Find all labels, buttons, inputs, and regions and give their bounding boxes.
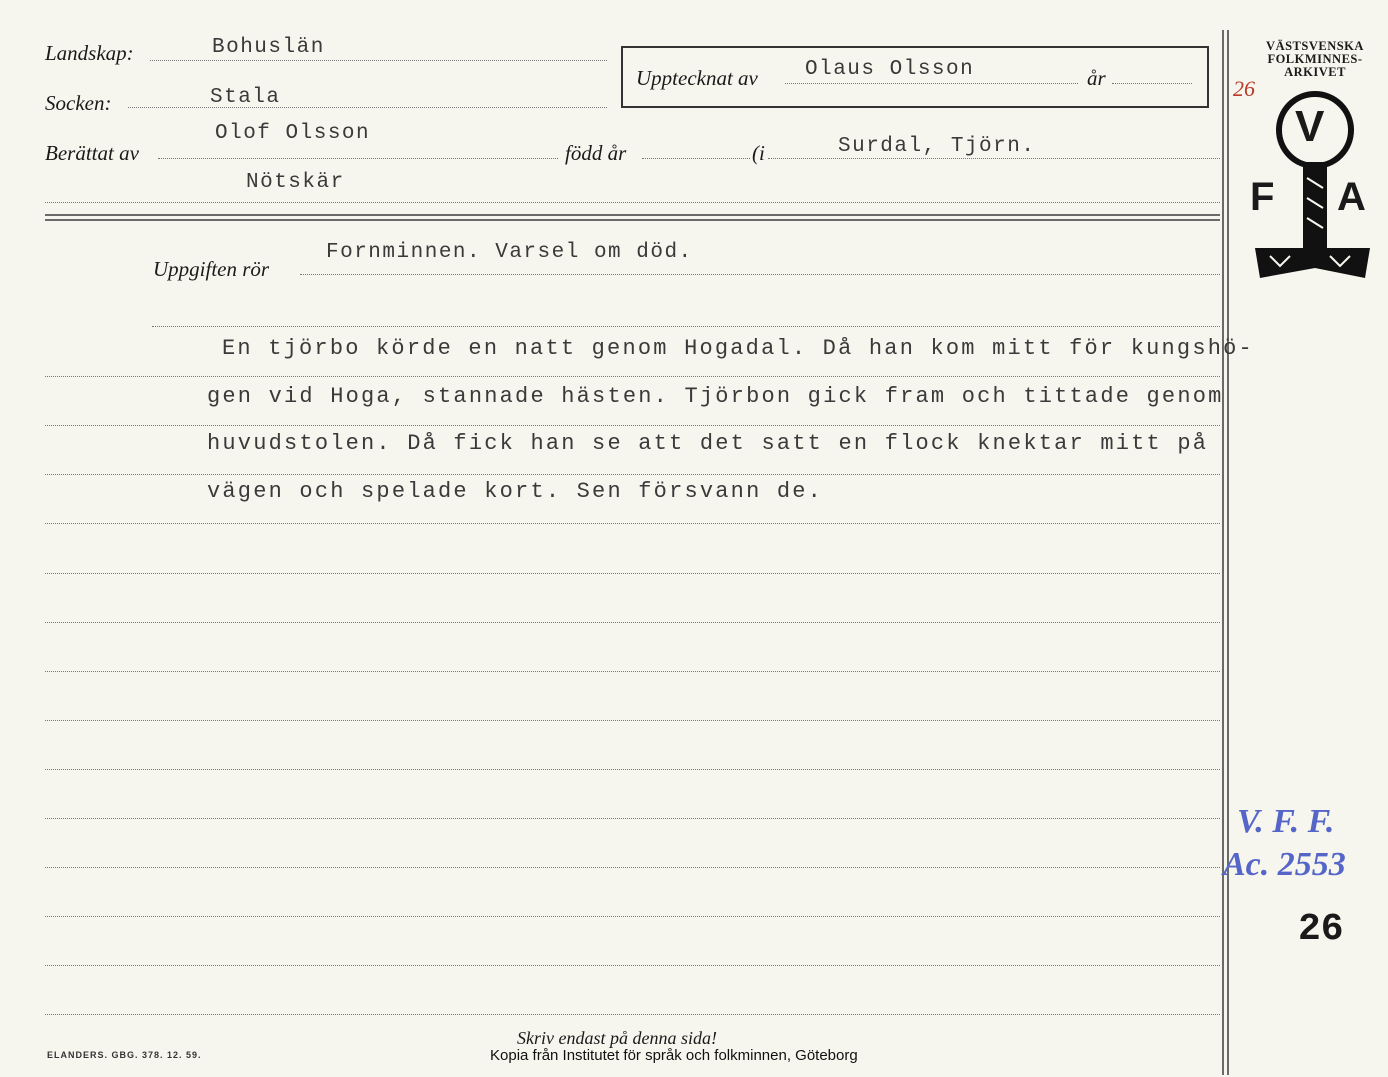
ruled-line-6 — [45, 622, 1220, 623]
ruled-line-5 — [45, 573, 1220, 574]
archive-name-line-3: ARKIVET — [1284, 65, 1346, 79]
ruled-line-7 — [45, 671, 1220, 672]
separator-top — [45, 214, 1220, 216]
ruled-line-14 — [45, 1014, 1220, 1015]
socken-value: Stala — [210, 86, 281, 109]
ruled-line-11 — [45, 867, 1220, 868]
logo-hammer-shaft — [1303, 162, 1327, 248]
stamp-line-2: Ac. 2553 — [1223, 846, 1346, 883]
logo-hammer-head — [1255, 248, 1370, 278]
right-divider-1 — [1222, 30, 1224, 1075]
socken-label: Socken: — [45, 91, 112, 115]
logo-letter-right: A — [1337, 175, 1366, 219]
ruled-line-1 — [45, 376, 1220, 377]
handwritten-number: 26 — [1233, 76, 1255, 101]
socken-line — [128, 107, 607, 108]
ruled-line-12 — [45, 916, 1220, 917]
uppgiften-label: Uppgiften rör — [153, 257, 270, 281]
place-line — [45, 202, 1220, 203]
body-line-2: gen vid Hoga, stannade hästen. Tjörbon gick fram och tittade genom — [207, 384, 1224, 409]
logo-letter-left: F — [1250, 175, 1275, 219]
i-label: (i — [752, 141, 765, 165]
upptecknat-value: Olaus Olsson — [805, 58, 975, 81]
ruled-line-2 — [45, 425, 1220, 426]
ar-line — [1112, 83, 1192, 84]
separator-bottom — [45, 219, 1220, 221]
berattat-label: Berättat av — [45, 141, 139, 165]
fodd-label: född år — [565, 141, 627, 165]
body-line-3: huvudstolen. Då fick han se att det satt en flock knektar mitt på — [207, 431, 1209, 456]
fodd-line — [642, 158, 750, 159]
copy-notice: Kopia från Institutet för språk och folkminnen, Göteborg — [490, 1047, 858, 1064]
page-number: 26 — [1298, 908, 1344, 951]
uppgiften-line-2 — [152, 326, 1220, 327]
footer-note: Skriv endast på denna sida! — [517, 1028, 717, 1048]
archive-name-line-1: VÄSTSVENSKA — [1266, 39, 1364, 53]
i-value: Surdal, Tjörn. — [838, 135, 1036, 158]
right-divider-2 — [1227, 30, 1229, 1075]
landskap-value: Bohuslän — [212, 36, 325, 59]
berattat-value: Olof Olsson — [215, 122, 371, 145]
archive-name — [1245, 40, 1385, 79]
archive-name-line-2: FOLKMINNES- — [1267, 52, 1363, 66]
ruled-line-3 — [45, 474, 1220, 475]
ruled-line-13 — [45, 965, 1220, 966]
ruled-line-8 — [45, 720, 1220, 721]
uppgiften-line — [300, 274, 1220, 275]
upptecknat-line — [785, 83, 1078, 84]
ruled-line-10 — [45, 818, 1220, 819]
ruled-line-4 — [45, 523, 1220, 524]
ruled-line-9 — [45, 769, 1220, 770]
landskap-label: Landskap: — [45, 41, 134, 65]
berattat-place: Nötskär — [246, 171, 345, 194]
body-line-4: vägen och spelade kort. Sen försvann de. — [207, 479, 824, 504]
landskap-line — [150, 60, 607, 61]
berattat-line — [158, 158, 558, 159]
logo-letter-center: V — [1295, 102, 1325, 151]
i-line — [768, 158, 1220, 159]
body-line-1: En tjörbo körde en natt genom Hogadal. Då han kom mitt för kungshö- — [222, 336, 1254, 361]
uppgiften-value: Fornminnen. Varsel om död. — [326, 241, 693, 264]
stamp-line-1: V. F. F. — [1237, 803, 1335, 840]
printer-mark: ELANDERS. GBG. 378. 12. 59. — [47, 1050, 202, 1060]
ar-label: år — [1087, 66, 1106, 90]
upptecknat-label: Upptecknat av — [636, 66, 758, 90]
